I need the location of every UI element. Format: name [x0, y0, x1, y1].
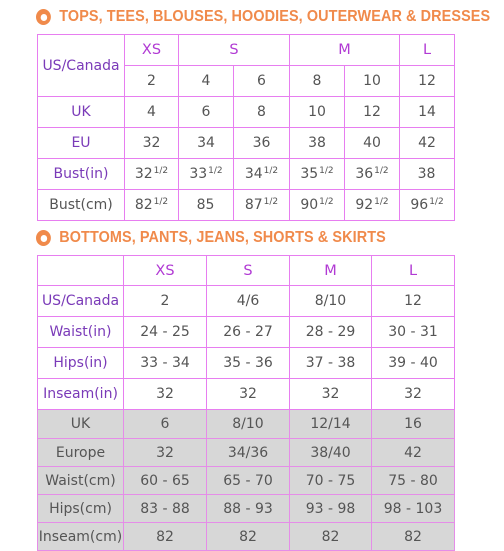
bottoms-size-header-row	[38, 256, 455, 286]
cell-value: 30 - 31	[372, 317, 455, 348]
cell-value: 32	[124, 439, 207, 467]
bust-cm-fraction: 1/2	[319, 197, 334, 207]
bust-in-value	[400, 159, 455, 190]
bust-in-whole: 35	[300, 166, 319, 182]
size-header-m: M	[290, 256, 372, 286]
us-value: 8	[290, 66, 345, 97]
cell-value: 32	[372, 379, 455, 410]
uk-value: 4	[125, 97, 179, 128]
bottoms-uk-row	[38, 410, 455, 439]
tops-label-bust-cm: Bust(cm)	[38, 190, 125, 221]
cell-value: 26 - 27	[207, 317, 290, 348]
bust-in-whole: 32	[134, 166, 153, 182]
eu-value: 36	[234, 128, 290, 159]
uk-value: 12	[345, 97, 400, 128]
row-label: Waist(cm)	[38, 467, 124, 495]
bust-cm-whole: 96	[410, 197, 429, 213]
eu-value: 34	[179, 128, 234, 159]
bust-in-whole: 33	[189, 166, 208, 182]
cell-value: 28 - 29	[290, 317, 372, 348]
bottoms-title-text: BOTTOMS, PANTS, JEANS, SHORTS & SKIRTS	[59, 229, 386, 246]
eu-value: 38	[290, 128, 345, 159]
tops-bust-in-row	[38, 159, 455, 190]
row-label: Inseam(cm)	[38, 523, 124, 551]
eu-value: 42	[400, 128, 455, 159]
cell-value: 34/36	[207, 439, 290, 467]
cell-value: 82	[207, 523, 290, 551]
cell-value: 82	[290, 523, 372, 551]
cell-value: 60 - 65	[124, 467, 207, 495]
bust-cm-value	[234, 190, 290, 221]
bottoms-hips-in-row	[38, 348, 455, 379]
bust-cm-value	[125, 190, 179, 221]
cell-value: 70 - 75	[290, 467, 372, 495]
bust-cm-whole: 82	[134, 197, 153, 213]
eu-value: 32	[125, 128, 179, 159]
bust-cm-value	[345, 190, 400, 221]
circle-bullet-icon	[36, 9, 51, 25]
bust-cm-value	[179, 190, 234, 221]
tops-label-uk: UK	[38, 97, 125, 128]
us-value: 4	[179, 66, 234, 97]
size-header-l: L	[372, 256, 455, 286]
bottoms-section-title	[36, 225, 386, 251]
size-header-l: L	[400, 35, 455, 66]
tops-section-title	[36, 4, 490, 30]
cell-value: 2	[124, 286, 207, 317]
row-label: UK	[38, 410, 124, 439]
bust-in-whole: 38	[417, 166, 436, 182]
cell-value: 33 - 34	[124, 348, 207, 379]
bust-in-fraction: 1/2	[208, 166, 223, 176]
cell-value: 4/6	[207, 286, 290, 317]
cell-value: 38/40	[290, 439, 372, 467]
row-label: Inseam(in)	[38, 379, 124, 410]
bust-in-value	[290, 159, 345, 190]
bust-cm-fraction: 1/2	[153, 197, 169, 207]
bottoms-size-table	[37, 255, 455, 551]
uk-value: 8	[234, 97, 290, 128]
uk-value: 10	[290, 97, 345, 128]
bust-cm-whole: 90	[300, 197, 319, 213]
size-header-xs: XS	[124, 256, 207, 286]
cell-value: 16	[372, 410, 455, 439]
row-label: Waist(in)	[38, 317, 124, 348]
bottoms-europe-row	[38, 439, 455, 467]
tops-label-eu: EU	[38, 128, 125, 159]
tops-uk-row	[38, 97, 455, 128]
tops-title-text: TOPS, TEES, BLOUSES, HOODIES, OUTERWEAR & DRESSES	[59, 8, 491, 25]
tops-label-bust-in: Bust(in)	[38, 159, 125, 190]
bust-in-fraction: 1/2	[374, 166, 389, 176]
bust-in-value	[234, 159, 290, 190]
size-header-m: M	[290, 35, 400, 66]
bust-in-fraction: 1/2	[263, 166, 279, 176]
cell-value: 32	[290, 379, 372, 410]
bust-in-fraction: 1/2	[319, 166, 334, 176]
bust-cm-whole: 85	[196, 197, 215, 213]
bust-cm-whole: 92	[355, 197, 374, 213]
bust-cm-fraction: 1/2	[429, 197, 444, 207]
cell-value: 93 - 98	[290, 495, 372, 523]
cell-value: 32	[207, 379, 290, 410]
us-value: 2	[125, 66, 179, 97]
bust-cm-whole: 87	[244, 197, 263, 213]
bust-in-value	[125, 159, 179, 190]
cell-value: 83 - 88	[124, 495, 207, 523]
cell-value: 8/10	[290, 286, 372, 317]
uk-value: 6	[179, 97, 234, 128]
bottoms-corner-cell	[38, 256, 124, 286]
bust-cm-value	[400, 190, 455, 221]
cell-value: 35 - 36	[207, 348, 290, 379]
bust-in-value	[345, 159, 400, 190]
cell-value: 24 - 25	[124, 317, 207, 348]
bust-cm-fraction: 1/2	[263, 197, 279, 207]
us-value: 10	[345, 66, 400, 97]
row-label: Hips(cm)	[38, 495, 124, 523]
bust-cm-value	[290, 190, 345, 221]
bust-in-whole: 34	[244, 166, 263, 182]
cell-value: 12/14	[290, 410, 372, 439]
cell-value: 12	[372, 286, 455, 317]
cell-value: 82	[372, 523, 455, 551]
size-header-xs: XS	[125, 35, 179, 66]
cell-value: 65 - 70	[207, 467, 290, 495]
tops-size-table	[37, 34, 455, 221]
us-value: 12	[400, 66, 455, 97]
circle-bullet-icon	[36, 230, 51, 246]
cell-value: 6	[124, 410, 207, 439]
bust-in-whole: 36	[355, 166, 374, 182]
tops-bust-cm-row	[38, 190, 455, 221]
cell-value: 37 - 38	[290, 348, 372, 379]
eu-value: 40	[345, 128, 400, 159]
row-label: Hips(in)	[38, 348, 124, 379]
cell-value: 75 - 80	[372, 467, 455, 495]
bottoms-waist-in-row	[38, 317, 455, 348]
cell-value: 88 - 93	[207, 495, 290, 523]
bottoms-us-row	[38, 286, 455, 317]
cell-value: 82	[124, 523, 207, 551]
cell-value: 39 - 40	[372, 348, 455, 379]
bust-in-fraction: 1/2	[153, 166, 169, 176]
bottoms-inseam-in-row	[38, 379, 455, 410]
cell-value: 32	[124, 379, 207, 410]
cell-value: 42	[372, 439, 455, 467]
tops-size-header-row	[38, 35, 455, 66]
size-header-s: S	[179, 35, 290, 66]
uk-value: 14	[400, 97, 455, 128]
size-header-s: S	[207, 256, 290, 286]
cell-value: 8/10	[207, 410, 290, 439]
tops-label-us: US/Canada	[38, 35, 125, 97]
bust-in-value	[179, 159, 234, 190]
row-label: Europe	[38, 439, 124, 467]
us-value: 6	[234, 66, 290, 97]
bottoms-waist-cm-row	[38, 467, 455, 495]
tops-eu-row	[38, 128, 455, 159]
bust-cm-fraction: 1/2	[374, 197, 389, 207]
bottoms-inseam-cm-row	[38, 523, 455, 551]
row-label: US/Canada	[38, 286, 124, 317]
bottoms-hips-cm-row	[38, 495, 455, 523]
cell-value: 98 - 103	[372, 495, 455, 523]
